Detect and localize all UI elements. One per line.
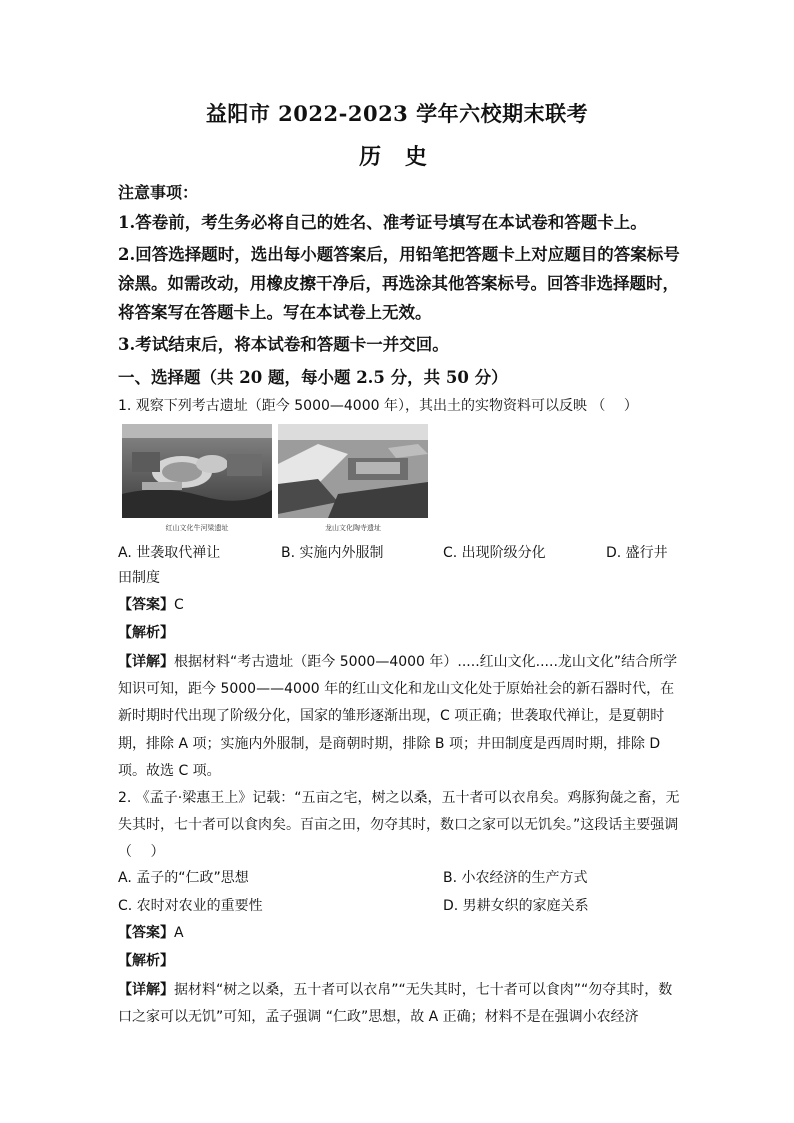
q2-detail [118, 977, 684, 1031]
answer-tag: 【答案】 [118, 925, 174, 941]
analysis-tag: 【解析】 [118, 625, 174, 641]
q2-option-b[interactable]: B. 小农经济的生产方式 [443, 870, 588, 886]
exam-subject: 历 史 [359, 144, 435, 170]
section-title: 一、选择题（共 20 题，每小题 2.5 分，共 50 分） [118, 368, 508, 387]
q1-option-d[interactable]: D. 盛行井 [606, 545, 668, 561]
q1-answer [118, 594, 684, 614]
detail-tag: 【详解】 [118, 982, 174, 998]
question-2-stem: 2. 《孟子·梁惠王上》记载：“五亩之宅，树之以桑，五十者可以衣帛矣。鸡豚狗彘之畜，无失其时，七十者可以食肉矣。百亩之田，勿夺其时，数口之家可以无饥矣。”这段话主要强调（ ） [118, 790, 680, 860]
q2-answer [118, 922, 684, 942]
q1-analysis-tag [118, 622, 684, 642]
q2-option-d[interactable]: D. 男耕女织的家庭关系 [443, 898, 589, 914]
exam-title: 益阳市 2022-2023 学年六校期末联考 [205, 101, 589, 126]
notice-item-1: 1.答卷前，考生务必将自己的姓名、准考证号填写在本试卷和答题卡上。 [118, 213, 647, 232]
detail-text: 根据材料“考古遗址（距今 5000—4000 年）.....红山文化.....龙山文化”结合所学知识可知，距今 5000——4000 年的红山文化和龙山文化处于原始社会的新石器时代，在新时期时代出现了阶级分化，国家的雏形逐渐出现，C 项正确；世袭取代禅让，是夏朝时期，排除 A 项；实施内外服制，是商朝时期，排除 B 项；井田制度是西周时期，排除 D 项。故选 C 项。 [118, 654, 678, 779]
detail-tag: 【详解】 [118, 654, 174, 670]
notice-item-3: 3.考试结束后，将本试卷和答题卡一并交回。 [118, 335, 449, 354]
q1-option-b[interactable]: B. 实施内外服制 [281, 545, 384, 561]
q1-detail [118, 649, 684, 785]
q2-option-c[interactable]: C. 农时对农业的重要性 [118, 898, 263, 914]
notice-heading: 注意事项： [118, 183, 199, 202]
taosi-site-photo [278, 424, 428, 518]
caption-taosi: 龙山文化陶寺遗址 [325, 524, 381, 532]
detail-text: 据材料“树之以桑，五十者可以衣帛”“无失其时，七十者可以食肉”“勿夺其时，数口之家可以无饥”可知，孟子强调 “仁政”思想，故 A 正确；材料不是在强调小农经济 [118, 982, 673, 1026]
answer-value: A [174, 925, 184, 941]
q2-option-a[interactable]: A. 孟子的“仁政”思想 [118, 870, 249, 886]
q1-option-c[interactable]: C. 出现阶级分化 [443, 545, 546, 561]
q2-analysis-tag [118, 950, 684, 970]
q1-option-d-wrap: 田制度 [118, 570, 160, 586]
question-1-stem: 1. 观察下列考古遗址（距今 5000—4000 年），其出土的实物资料可以反映 （ ） [118, 398, 638, 414]
caption-hongshan: 红山文化牛河梁遗址 [165, 524, 229, 532]
hongshan-site-photo [122, 424, 272, 518]
q1-option-a[interactable]: A. 世袭取代禅让 [118, 545, 221, 561]
notice-item-2: 2.回答选择题时，选出每小题答案后，用铅笔把答题卡上对应题目的答案标号涂黑。如需改动，用橡皮擦干净后，再选涂其他答案标号。回答非选择题时，将答案写在答题卡上。写在本试卷上无效。 [118, 245, 680, 322]
answer-value: C [174, 597, 184, 613]
answer-tag: 【答案】 [118, 597, 174, 613]
question-1-images [122, 424, 432, 536]
analysis-tag: 【解析】 [118, 953, 174, 969]
